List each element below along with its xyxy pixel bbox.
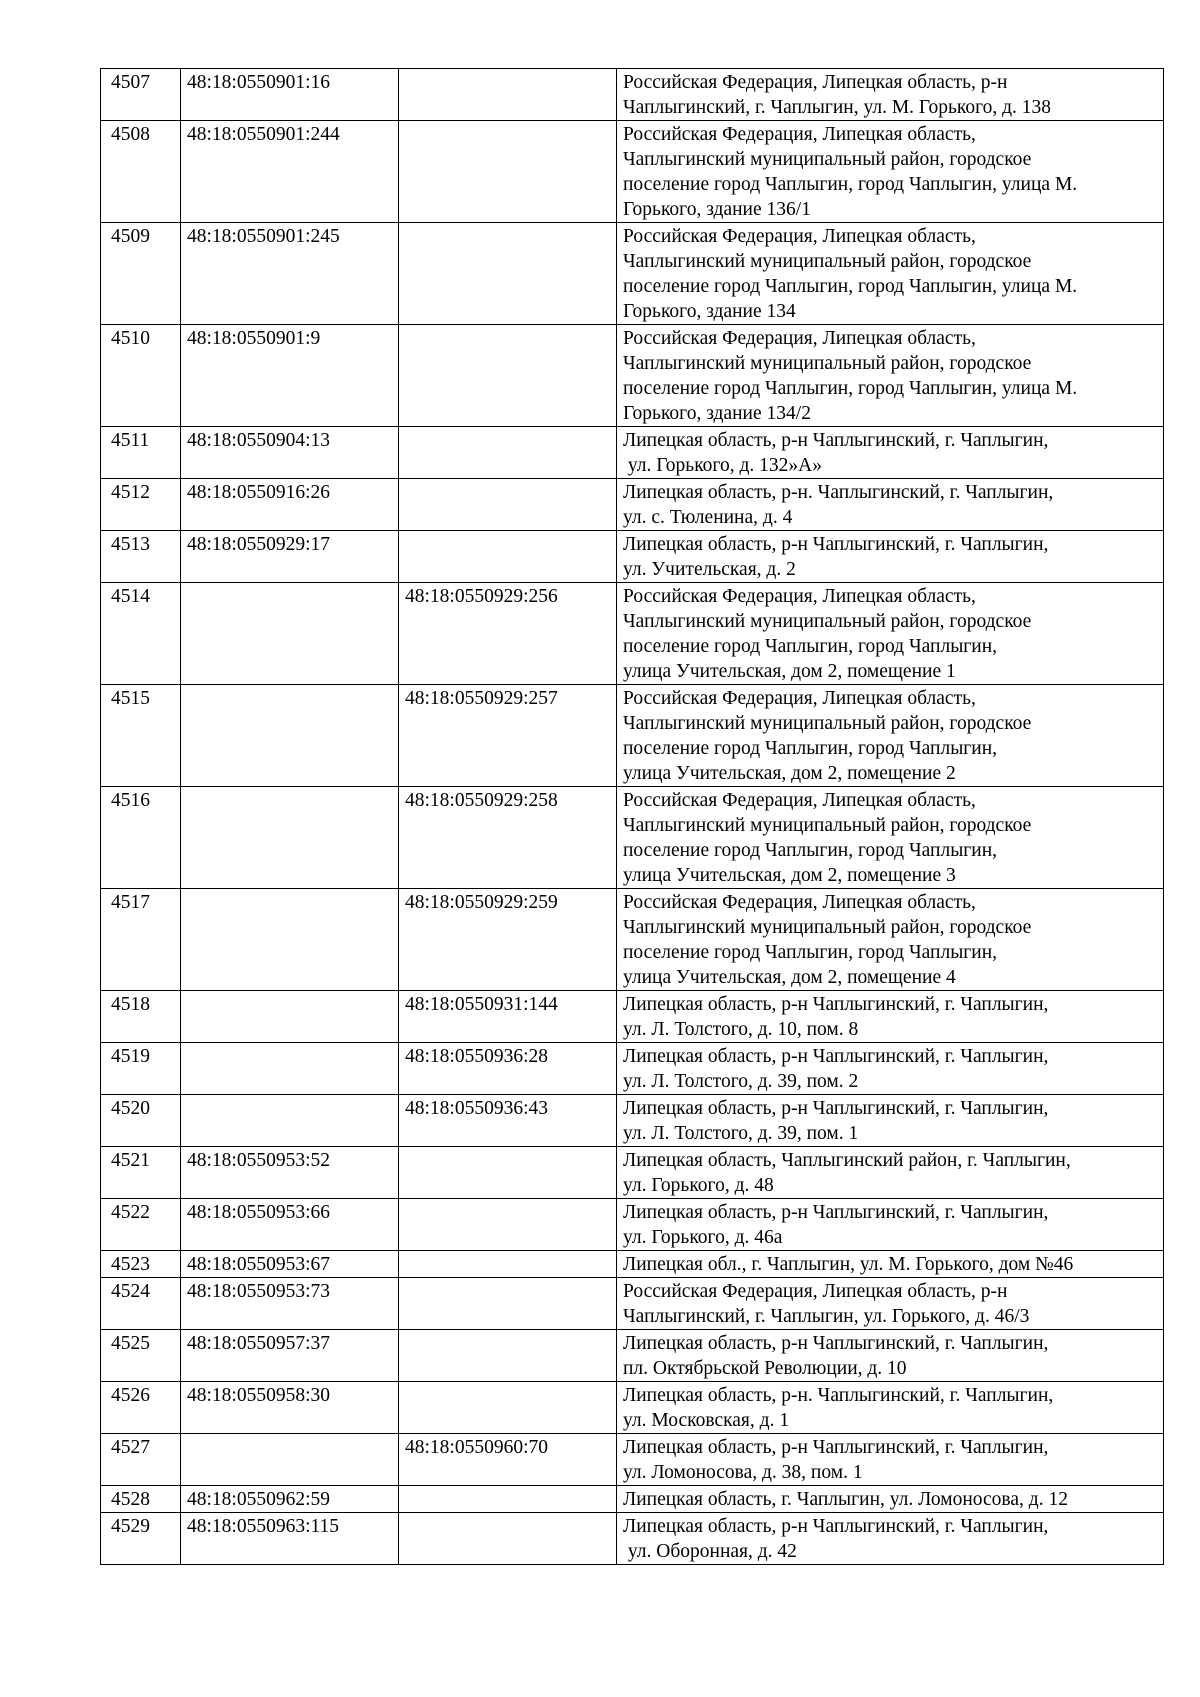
address-line: улица Учительская, дом 2, помещение 3: [623, 865, 956, 886]
address-cell: [617, 889, 1164, 991]
premises-cadastral-number: [399, 121, 617, 223]
row-number: 4528: [101, 1486, 181, 1513]
row-number: 4522: [101, 1199, 181, 1251]
premises-cadastral-number: 48:18:0550936:43: [399, 1095, 617, 1147]
table-row: [101, 991, 1164, 1043]
address-line: Липецкая область, р-н. Чаплыгинский, г. Чаплыгин,: [623, 482, 1054, 503]
land-cadastral-number: 48:18:0550901:16: [181, 69, 399, 121]
address-line: ул. Ломоносова, д. 38, пом. 1: [623, 1462, 863, 1483]
row-number: 4513: [101, 531, 181, 583]
registry-table: [100, 68, 1164, 1565]
land-cadastral-number: 48:18:0550962:59: [181, 1486, 399, 1513]
address-cell: [617, 1199, 1164, 1251]
address-line: ул. Л. Толстого, д. 39, пом. 1: [623, 1123, 859, 1144]
address-line: ул. Л. Толстого, д. 39, пом. 2: [623, 1071, 859, 1092]
table-row: [101, 427, 1164, 479]
address-cell: [617, 479, 1164, 531]
address-line: Липецкая область, р-н Чаплыгинский, г. Чаплыгин,: [623, 1333, 1049, 1354]
premises-cadastral-number: 48:18:0550929:258: [399, 787, 617, 889]
address-line: Липецкая область, р-н. Чаплыгинский, г. Чаплыгин,: [623, 1385, 1054, 1406]
land-cadastral-number: 48:18:0550901:245: [181, 223, 399, 325]
address-line: Липецкая область, р-н Чаплыгинский, г. Чаплыгин,: [623, 1437, 1049, 1458]
address-line: Липецкая область, р-н Чаплыгинский, г. Чаплыгин,: [623, 994, 1049, 1015]
premises-cadastral-number: 48:18:0550929:257: [399, 685, 617, 787]
table-body: [101, 69, 1164, 1565]
address-line: ул. с. Тюленина, д. 4: [623, 507, 793, 528]
table-row: [101, 685, 1164, 787]
address-line: ул. Горького, д. 46а: [623, 1227, 783, 1248]
address-line: пл. Октябрьской Революции, д. 10: [623, 1358, 907, 1379]
table-row: [101, 1434, 1164, 1486]
address-line: Чаплыгинский муниципальный район, городское: [623, 611, 1032, 632]
table-row: [101, 325, 1164, 427]
table-row: [101, 1147, 1164, 1199]
address-cell: [617, 1513, 1164, 1565]
premises-cadastral-number: [399, 1486, 617, 1513]
row-number: 4523: [101, 1251, 181, 1278]
premises-cadastral-number: [399, 1513, 617, 1565]
land-cadastral-number: 48:18:0550953:73: [181, 1278, 399, 1330]
row-number: 4516: [101, 787, 181, 889]
address-line: Липецкая область, р-н Чаплыгинский, г. Чаплыгин,: [623, 1516, 1049, 1537]
premises-cadastral-number: 48:18:0550931:144: [399, 991, 617, 1043]
address-line: ул. Горького, д. 48: [623, 1175, 774, 1196]
land-cadastral-number: 48:18:0550953:66: [181, 1199, 399, 1251]
address-cell: [617, 685, 1164, 787]
row-number: 4511: [101, 427, 181, 479]
premises-cadastral-number: 48:18:0550929:259: [399, 889, 617, 991]
table-row: [101, 479, 1164, 531]
row-number: 4510: [101, 325, 181, 427]
address-line: Чаплыгинский, г. Чаплыгин, ул. Горького, д. 46/3: [623, 1306, 1030, 1327]
row-number: 4520: [101, 1095, 181, 1147]
premises-cadastral-number: 48:18:0550960:70: [399, 1434, 617, 1486]
premises-cadastral-number: 48:18:0550936:28: [399, 1043, 617, 1095]
table-row: [101, 1043, 1164, 1095]
land-cadastral-number: [181, 1043, 399, 1095]
land-cadastral-number: [181, 991, 399, 1043]
land-cadastral-number: 48:18:0550904:13: [181, 427, 399, 479]
address-cell: [617, 1278, 1164, 1330]
address-cell: [617, 787, 1164, 889]
address-cell: [617, 1382, 1164, 1434]
land-cadastral-number: 48:18:0550901:9: [181, 325, 399, 427]
address-line: Российская Федерация, Липецкая область,: [623, 790, 976, 811]
address-line: ул. Л. Толстого, д. 10, пом. 8: [623, 1019, 859, 1040]
row-number: 4517: [101, 889, 181, 991]
address-cell: [617, 427, 1164, 479]
premises-cadastral-number: 48:18:0550929:256: [399, 583, 617, 685]
premises-cadastral-number: [399, 1251, 617, 1278]
row-number: 4525: [101, 1330, 181, 1382]
address-line: Горького, здание 134: [623, 301, 796, 322]
address-line: Чаплыгинский муниципальный район, городское: [623, 149, 1032, 170]
address-line: Горького, здание 134/2: [623, 403, 811, 424]
table-row: [101, 1330, 1164, 1382]
row-number: 4526: [101, 1382, 181, 1434]
address-line: поселение город Чаплыгин, город Чаплыгин, улица М.: [623, 378, 1078, 399]
table-row: [101, 121, 1164, 223]
address-cell: [617, 1095, 1164, 1147]
address-cell: [617, 223, 1164, 325]
row-number: 4507: [101, 69, 181, 121]
table-row: [101, 1095, 1164, 1147]
row-number: 4524: [101, 1278, 181, 1330]
premises-cadastral-number: [399, 1147, 617, 1199]
land-cadastral-number: 48:18:0550958:30: [181, 1382, 399, 1434]
address-line: поселение город Чаплыгин, город Чаплыгин,: [623, 840, 998, 861]
table-row: [101, 787, 1164, 889]
row-number: 4519: [101, 1043, 181, 1095]
land-cadastral-number: 48:18:0550916:26: [181, 479, 399, 531]
row-number: 4521: [101, 1147, 181, 1199]
address-line: поселение город Чаплыгин, город Чаплыгин, улица М.: [623, 276, 1078, 297]
premises-cadastral-number: [399, 69, 617, 121]
address-line: Липецкая область, р-н Чаплыгинский, г. Чаплыгин,: [623, 430, 1049, 451]
row-number: 4508: [101, 121, 181, 223]
address-line: ул. Оборонная, д. 42: [623, 1541, 797, 1562]
address-cell: [617, 1043, 1164, 1095]
address-line: улица Учительская, дом 2, помещение 2: [623, 763, 956, 784]
address-line: ул. Учительская, д. 2: [623, 559, 796, 580]
table-row: [101, 889, 1164, 991]
address-line: Чаплыгинский муниципальный район, городское: [623, 713, 1032, 734]
address-line: Российская Федерация, Липецкая область,: [623, 586, 976, 607]
land-cadastral-number: [181, 1095, 399, 1147]
address-line: улица Учительская, дом 2, помещение 1: [623, 661, 956, 682]
address-line: ул. Горького, д. 132»А»: [623, 455, 822, 476]
premises-cadastral-number: [399, 1330, 617, 1382]
address-line: Горького, здание 136/1: [623, 199, 811, 220]
address-line: Чаплыгинский муниципальный район, городское: [623, 251, 1032, 272]
address-line: Российская Федерация, Липецкая область,: [623, 124, 976, 145]
address-line: Липецкая область, г. Чаплыгин, ул. Ломоносова, д. 12: [623, 1489, 1068, 1510]
row-number: 4514: [101, 583, 181, 685]
address-line: Липецкая область, р-н Чаплыгинский, г. Чаплыгин,: [623, 1098, 1049, 1119]
address-line: Российская Федерация, Липецкая область, р-н: [623, 1281, 1008, 1302]
address-cell: [617, 1147, 1164, 1199]
table-row: [101, 69, 1164, 121]
address-cell: [617, 531, 1164, 583]
address-line: ул. Московская, д. 1: [623, 1410, 790, 1431]
address-line: Липецкая область, Чаплыгинский район, г. Чаплыгин,: [623, 1150, 1071, 1171]
premises-cadastral-number: [399, 223, 617, 325]
table-row: [101, 223, 1164, 325]
address-line: улица Учительская, дом 2, помещение 4: [623, 967, 956, 988]
land-cadastral-number: 48:18:0550957:37: [181, 1330, 399, 1382]
premises-cadastral-number: [399, 1382, 617, 1434]
address-line: поселение город Чаплыгин, город Чаплыгин,: [623, 942, 998, 963]
table-row: [101, 1278, 1164, 1330]
address-cell: [617, 1251, 1164, 1278]
table-row: [101, 1251, 1164, 1278]
row-number: 4518: [101, 991, 181, 1043]
land-cadastral-number: 48:18:0550901:244: [181, 121, 399, 223]
land-cadastral-number: [181, 889, 399, 991]
land-cadastral-number: [181, 787, 399, 889]
table-row: [101, 1486, 1164, 1513]
address-line: Липецкая область, р-н Чаплыгинский, г. Чаплыгин,: [623, 1202, 1049, 1223]
land-cadastral-number: 48:18:0550953:52: [181, 1147, 399, 1199]
land-cadastral-number: [181, 685, 399, 787]
address-line: поселение город Чаплыгин, город Чаплыгин,: [623, 636, 998, 657]
address-line: поселение город Чаплыгин, город Чаплыгин,: [623, 738, 998, 759]
row-number: 4529: [101, 1513, 181, 1565]
address-line: Липецкая область, р-н Чаплыгинский, г. Чаплыгин,: [623, 534, 1049, 555]
address-line: Чаплыгинский, г. Чаплыгин, ул. М. Горького, д. 138: [623, 97, 1052, 118]
address-line: Российская Федерация, Липецкая область,: [623, 688, 976, 709]
table-row: [101, 1199, 1164, 1251]
premises-cadastral-number: [399, 325, 617, 427]
address-cell: [617, 583, 1164, 685]
address-cell: [617, 121, 1164, 223]
address-line: Российская Федерация, Липецкая область,: [623, 892, 976, 913]
address-cell: [617, 991, 1164, 1043]
address-line: Российская Федерация, Липецкая область,: [623, 328, 976, 349]
address-line: Липецкая область, р-н Чаплыгинский, г. Чаплыгин,: [623, 1046, 1049, 1067]
row-number: 4527: [101, 1434, 181, 1486]
land-cadastral-number: [181, 1434, 399, 1486]
premises-cadastral-number: [399, 1278, 617, 1330]
row-number: 4512: [101, 479, 181, 531]
address-cell: [617, 1434, 1164, 1486]
premises-cadastral-number: [399, 427, 617, 479]
address-line: Российская Федерация, Липецкая область,: [623, 226, 976, 247]
address-line: поселение город Чаплыгин, город Чаплыгин, улица М.: [623, 174, 1078, 195]
address-line: Чаплыгинский муниципальный район, городское: [623, 917, 1032, 938]
table-row: [101, 531, 1164, 583]
address-line: Липецкая обл., г. Чаплыгин, ул. М. Горького, дом №46: [623, 1254, 1074, 1275]
land-cadastral-number: 48:18:0550963:115: [181, 1513, 399, 1565]
table-row: [101, 1382, 1164, 1434]
table-row: [101, 583, 1164, 685]
address-cell: [617, 1486, 1164, 1513]
land-cadastral-number: [181, 583, 399, 685]
land-cadastral-number: 48:18:0550929:17: [181, 531, 399, 583]
premises-cadastral-number: [399, 1199, 617, 1251]
table-row: [101, 1513, 1164, 1565]
address-cell: [617, 1330, 1164, 1382]
premises-cadastral-number: [399, 479, 617, 531]
address-line: Российская Федерация, Липецкая область, р-н: [623, 72, 1008, 93]
row-number: 4509: [101, 223, 181, 325]
land-cadastral-number: 48:18:0550953:67: [181, 1251, 399, 1278]
premises-cadastral-number: [399, 531, 617, 583]
address-line: Чаплыгинский муниципальный район, городское: [623, 815, 1032, 836]
row-number: 4515: [101, 685, 181, 787]
address-cell: [617, 69, 1164, 121]
address-cell: [617, 325, 1164, 427]
address-line: Чаплыгинский муниципальный район, городское: [623, 353, 1032, 374]
